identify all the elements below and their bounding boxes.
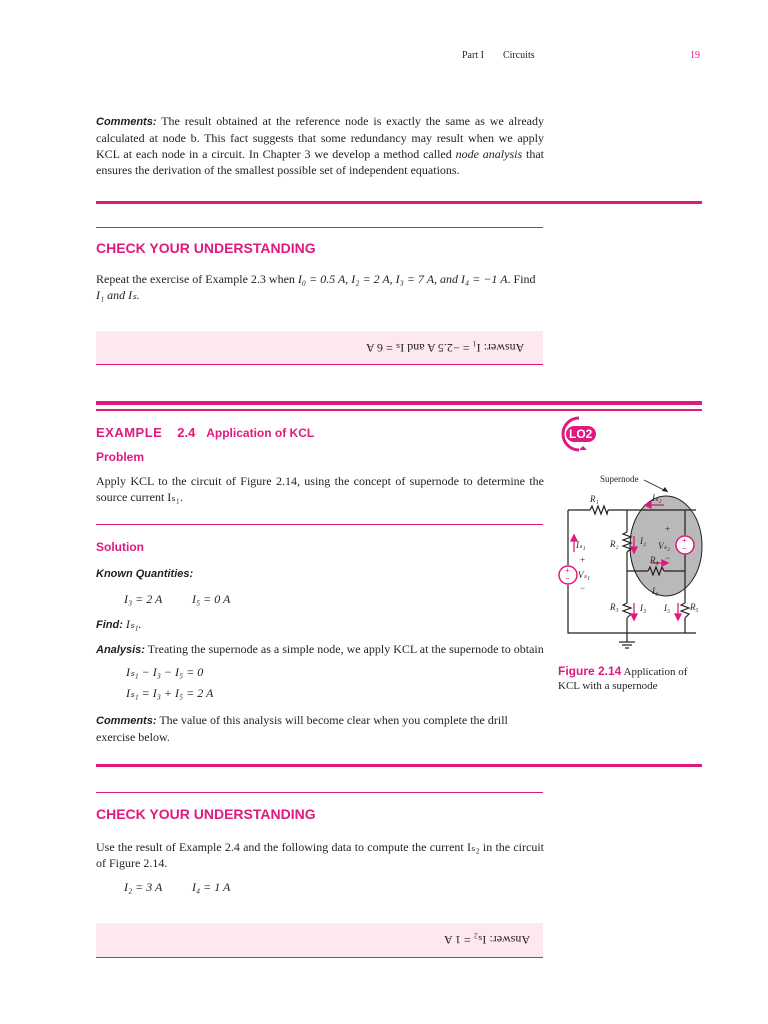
top-comments-text-after: that ensures the derivation of the smallest possible set of independent equations. xyxy=(96,147,544,177)
cyu2-answer: Answer: Iₛ₂ = 1 A xyxy=(444,933,531,947)
svg-text:+: + xyxy=(682,536,687,545)
label-r5: R₅ xyxy=(690,602,699,612)
label-r2: R₂ xyxy=(610,539,619,549)
divider-rule xyxy=(96,409,702,411)
label-i4: I₄ xyxy=(652,586,659,596)
label-is1: Iₛ₁ xyxy=(576,540,586,550)
resistor-r1 xyxy=(590,506,608,514)
equation-2: Iₛ₁ = I₃ + I₅ = 2 A xyxy=(126,686,214,700)
label-vs1-minus: − xyxy=(580,583,586,593)
divider-rule xyxy=(96,957,543,958)
known-quantities-label: Known Quantities: xyxy=(96,568,194,580)
circuit-diagram xyxy=(552,470,704,660)
cyu2-title: CHECK YOUR UNDERSTANDING xyxy=(96,806,316,822)
example-comments xyxy=(96,712,544,745)
cyu1-text xyxy=(96,271,544,303)
figure-number: Figure 2.14 xyxy=(558,664,622,678)
cyu2-text: Use the result of Example 2.4 and the following data to compute the current Iₛ₂ in the circuit of Figure 2.14. xyxy=(96,840,544,870)
equation-1: Iₛ₁ − I₃ − I₅ = 0 xyxy=(126,665,204,679)
find-value: Iₛ₁. xyxy=(125,617,142,631)
cyu1-title: CHECK YOUR UNDERSTANDING xyxy=(96,240,316,256)
label-r1: R₁ xyxy=(590,494,599,504)
cyu1-text-before: Repeat the exercise of Example 2.3 when xyxy=(96,272,298,286)
cyu1-text-after: . Find xyxy=(507,272,536,286)
example-heading xyxy=(96,424,314,442)
cyu1-answer: Answer: I₁ = −2.5 A and Iₛ = 6 A xyxy=(366,341,525,355)
lo2-badge xyxy=(557,416,601,452)
label-vs1: Vₛ₁ xyxy=(578,570,590,580)
divider-rule xyxy=(96,524,543,525)
label-vs2: Vₛ₂ xyxy=(658,541,670,551)
header-section: Circuits xyxy=(502,50,535,61)
figure-caption xyxy=(558,664,704,693)
header-part: Part I xyxy=(462,50,484,61)
lo2-badge-label: LO2 xyxy=(569,427,593,441)
figure-caption-text: Application of KCL with a supernode xyxy=(558,666,688,692)
example-label: EXAMPLE xyxy=(96,425,163,440)
cyu2-value-1: I₂ = 3 A xyxy=(124,880,163,894)
known-value-2: I₅ = 0 A xyxy=(192,592,231,606)
example-comments-label: Comments: xyxy=(96,715,157,727)
figure-2-14 xyxy=(552,470,704,660)
label-r3: R₃ xyxy=(610,602,619,612)
cyu1-line2: I₁ and Iₛ. xyxy=(96,288,140,302)
solution-heading: Solution xyxy=(96,540,144,554)
top-comments-emphasis: node analysis xyxy=(455,147,523,161)
svg-text:−: − xyxy=(565,574,570,583)
known-value-1: I₃ = 2 A xyxy=(124,592,163,606)
cyu2-value-2: I₄ = 1 A xyxy=(192,880,231,894)
analysis-text: Treating the supernode as a simple node, we apply KCL at the supernode to obtain xyxy=(147,642,544,656)
resistor-r3 xyxy=(623,603,631,618)
label-i2: I₂ xyxy=(640,536,647,546)
top-comments-text-before: The result obtained at the reference node is exactly the same as we already calculated at node b. This fact suggests that some redundancy may result when we apply KCL at each node in a circuit. In Chapter 3 we develop a method called xyxy=(96,114,544,161)
svg-text:−: − xyxy=(682,544,687,553)
svg-text:+: + xyxy=(565,566,570,575)
divider-rule xyxy=(96,401,702,405)
divider-rule xyxy=(96,364,543,365)
problem-text: Apply KCL to the circuit of Figure 2.14, using the concept of supernode to determine the source current Iₛ₁. xyxy=(96,474,544,504)
label-r4: R₄ xyxy=(650,555,659,565)
example-number: 2.4 xyxy=(177,425,196,440)
label-i3: I₃ xyxy=(640,603,647,613)
example-comments-text: The value of this analysis will become clear when you complete the drill exercise below. xyxy=(96,713,508,744)
divider-rule xyxy=(96,764,702,767)
divider-rule xyxy=(96,201,702,204)
resistor-r2 xyxy=(623,532,631,552)
example-title: Application of KCL xyxy=(206,426,315,440)
top-comments-label: Comments: xyxy=(96,116,157,128)
cyu1-conditions: I₀ = 0.5 A, I₂ = 2 A, I₃ = 7 A, and I₄ = −1 A xyxy=(297,272,508,286)
find-label: Find: xyxy=(96,619,123,631)
divider-rule xyxy=(96,792,543,793)
resistor-r5 xyxy=(681,603,689,618)
analysis-line xyxy=(96,641,556,658)
label-supernode: Supernode xyxy=(600,474,639,484)
label-is2: Iₛ₂ xyxy=(652,493,662,503)
problem-heading: Problem xyxy=(96,450,145,464)
top-comments xyxy=(96,113,544,178)
divider-rule xyxy=(96,227,543,228)
analysis-label: Analysis: xyxy=(96,644,145,656)
label-vs2-plus: + xyxy=(665,524,671,534)
label-i5: I₅ xyxy=(664,603,671,613)
label-vs1-plus: + xyxy=(580,555,586,565)
ground-icon xyxy=(619,642,635,648)
page-number: 19 xyxy=(690,50,700,61)
label-vs2-minus: − xyxy=(665,553,671,563)
find-line xyxy=(96,616,142,633)
running-header xyxy=(462,50,535,61)
